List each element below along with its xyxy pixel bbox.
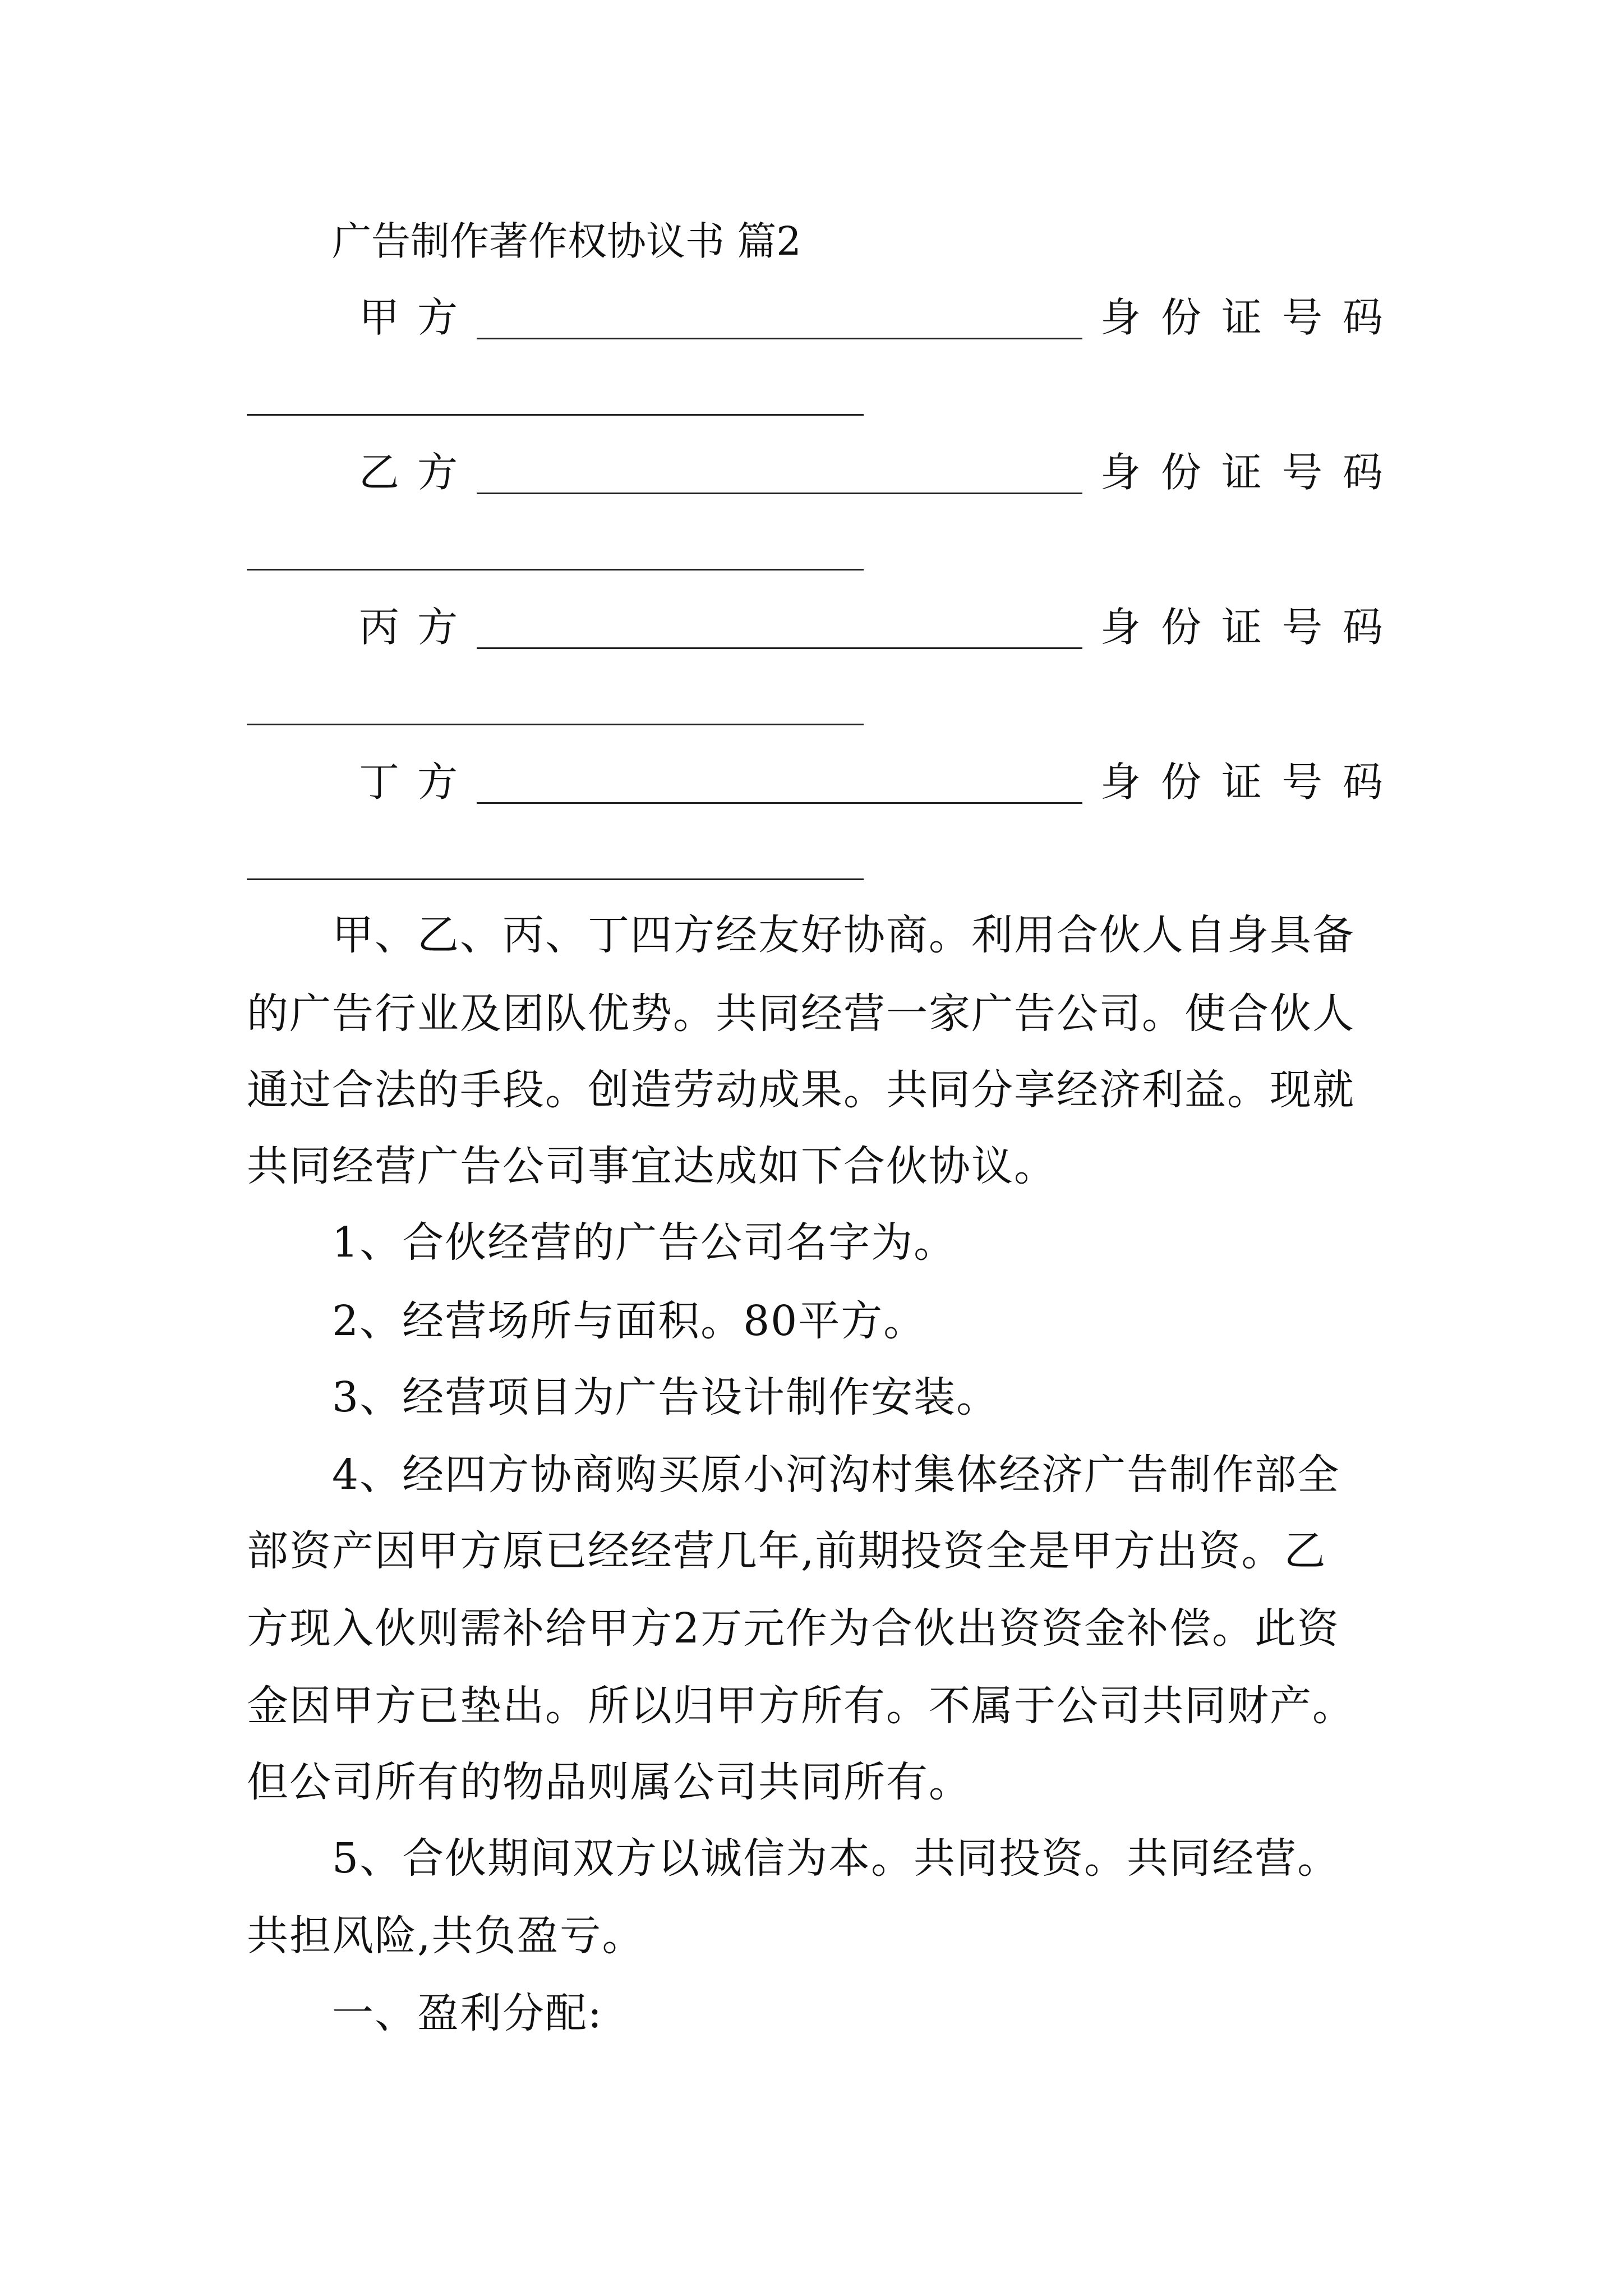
intro-line: 的广告行业及团队优势。共同经营一家广告公司。使合伙人 — [247, 990, 1355, 1038]
party-jia-name-field[interactable] — [477, 297, 1082, 339]
party-bing-name: 丙方 — [359, 604, 476, 651]
party-ding-name-field[interactable] — [477, 762, 1082, 804]
party-jia-id-field[interactable] — [247, 413, 864, 416]
section-heading: 一、盈利分配: — [332, 1989, 603, 2037]
item-4-line: 4、经四方协商购买原小河沟村集体经济广告制作部全 — [332, 1451, 1340, 1499]
item-4-line: 但公司所有的物品则属公司共同所有。 — [247, 1758, 971, 1806]
intro-line: 共同经营广告公司事宜达成如下合伙协议。 — [247, 1142, 1057, 1190]
party-bing-id-field[interactable] — [247, 723, 864, 725]
party-yi-id-label: 身份证号码 — [1100, 449, 1404, 496]
party-jia-id-label: 身份证号码 — [1100, 294, 1404, 341]
party-yi-id-field[interactable] — [247, 568, 864, 570]
intro-line: 通过合法的手段。创造劳动成果。共同分享经济利益。现就 — [247, 1066, 1355, 1114]
document-title: 广告制作著作权协议书 篇2 — [332, 218, 801, 264]
item-1: 1、合伙经营的广告公司名字为。 — [332, 1218, 957, 1267]
item-5-line: 5、合伙期间双方以诚信为本。共同投资。共同经营。 — [332, 1834, 1340, 1883]
item-3: 3、经营项目为广告设计制作安装。 — [332, 1373, 999, 1421]
party-ding-name: 丁方 — [359, 758, 476, 806]
item-4-line: 金因甲方已垫出。所以归甲方所有。不属于公司共同财产。 — [247, 1682, 1355, 1730]
party-jia-name: 甲方 — [359, 294, 476, 341]
item-4-line: 方现入伙则需补给甲方2万元作为合伙出资资金补偿。此资 — [247, 1604, 1340, 1653]
item-4-line: 部资产因甲方原已经经营几年,前期投资全是甲方出资。乙 — [247, 1527, 1327, 1575]
party-bing-id-label: 身份证号码 — [1100, 604, 1404, 651]
party-ding-id-field[interactable] — [247, 877, 864, 880]
item-2: 2、经营场所与面积。80平方。 — [332, 1297, 926, 1345]
party-bing-name-field[interactable] — [477, 607, 1082, 649]
party-ding-id-label: 身份证号码 — [1100, 758, 1404, 806]
party-yi-name-field[interactable] — [477, 452, 1082, 494]
party-yi-name: 乙方 — [359, 449, 476, 496]
intro-line: 甲、乙、丙、丁四方经友好协商。利用合伙人自身具备 — [332, 911, 1355, 959]
item-5-line: 共担风险,共负盈亏。 — [247, 1912, 645, 1960]
